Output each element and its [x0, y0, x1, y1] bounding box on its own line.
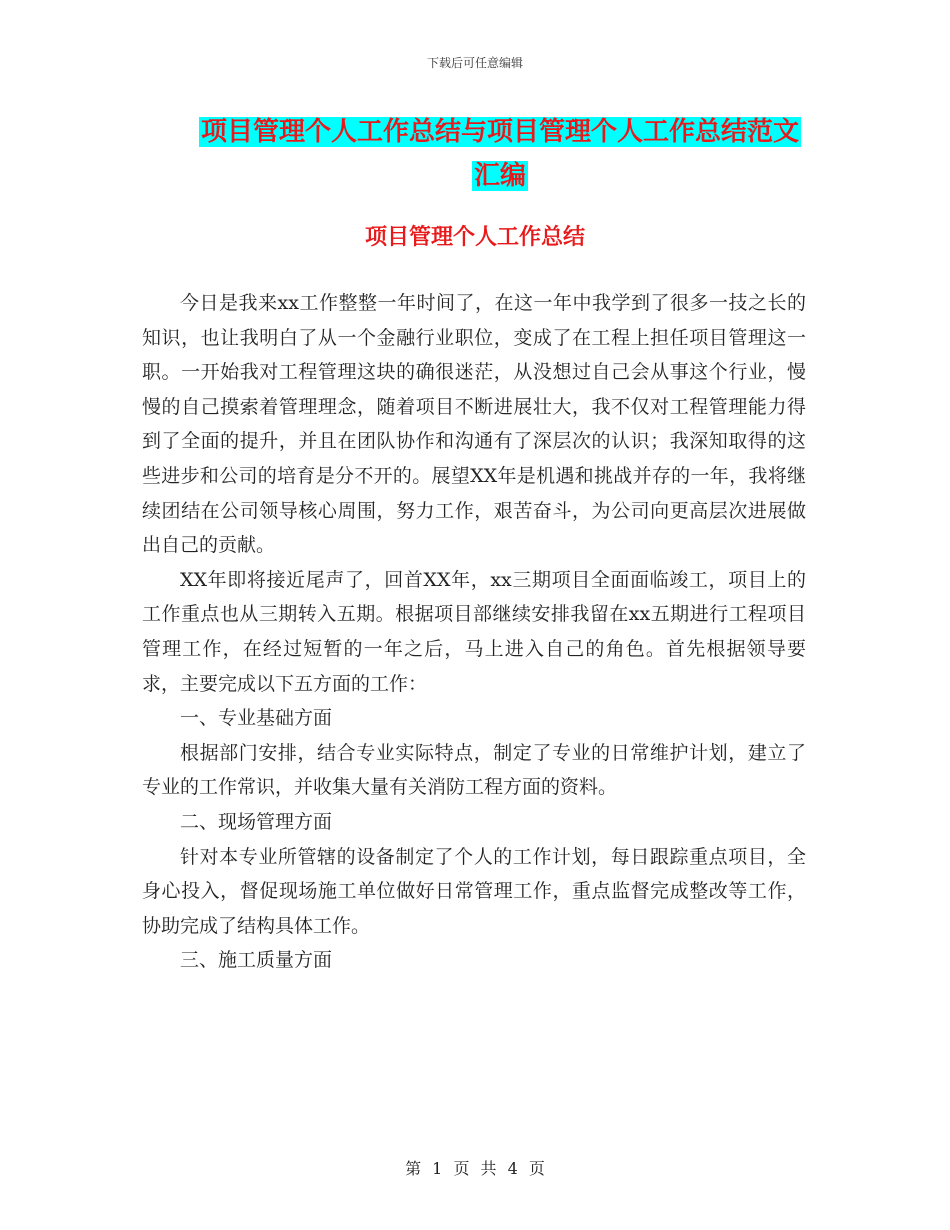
document-title — [190, 110, 810, 198]
document-body — [142, 286, 806, 978]
paragraph: 针对本专业所管辖的设备制定了个人的工作计划，每日跟踪重点项目，全身心投入，督促现场施工单位做好日常管理工作，重点监督完成整改等工作，协助完成了结构具体工作。 — [142, 845, 806, 937]
page-footer: 第 1 页 共 4 页 — [405, 1159, 545, 1178]
subheading: 二、现场管理方面 — [180, 810, 333, 833]
paragraph: 根据部门安排，结合专业实际特点，制定了专业的日常维护计划，建立了专业的工作常识，并收集大量有关消防工程方面的资料。 — [142, 741, 806, 799]
title-line-1: 项目管理个人工作总结与项目管理个人工作总结范文 — [200, 117, 799, 147]
paragraph: 今日是我来xx工作整整一年时间了，在这一年中我学到了很多一技之长的知识，也让我明白了从一个金融行业职位，变成了在工程上担任项目管理这一职。一开始我对工程管理这块的确很迷茫，从没想过自己会从事这个行业，慢慢的自己摸索着管理理念，随着项目不断进展壮大，我不仅对工程管理能力得到了全面的提升，并且在团队协作和沟通有了深层次的认识；我深知取得的这些进步和公司的培育是分不开的。展望XX年是机遇和挑战并存的一年，我将继续团结在公司领导核心周围，努力工作，艰苦奋斗，为公司向更高层次进展做出自己的贡献。 — [142, 292, 806, 557]
title-line-2: 汇编 — [473, 161, 526, 191]
header-note: 下载后可任意编辑 — [426, 56, 523, 70]
section-title: 项目管理个人工作总结 — [364, 224, 585, 250]
subheading: 三、施工质量方面 — [180, 949, 333, 972]
paragraph: XX年即将接近尾声了，回首XX年，xx三期项目全面面临竣工，项目上的工作重点也从三期转入五期。根据项目部继续安排我留在xx五期进行工程项目管理工作，在经过短暂的一年之后，马上进入自己的角色。首先根据领导要求，主要完成以下五方面的工作： — [142, 568, 806, 695]
subheading: 一、专业基础方面 — [180, 707, 333, 730]
